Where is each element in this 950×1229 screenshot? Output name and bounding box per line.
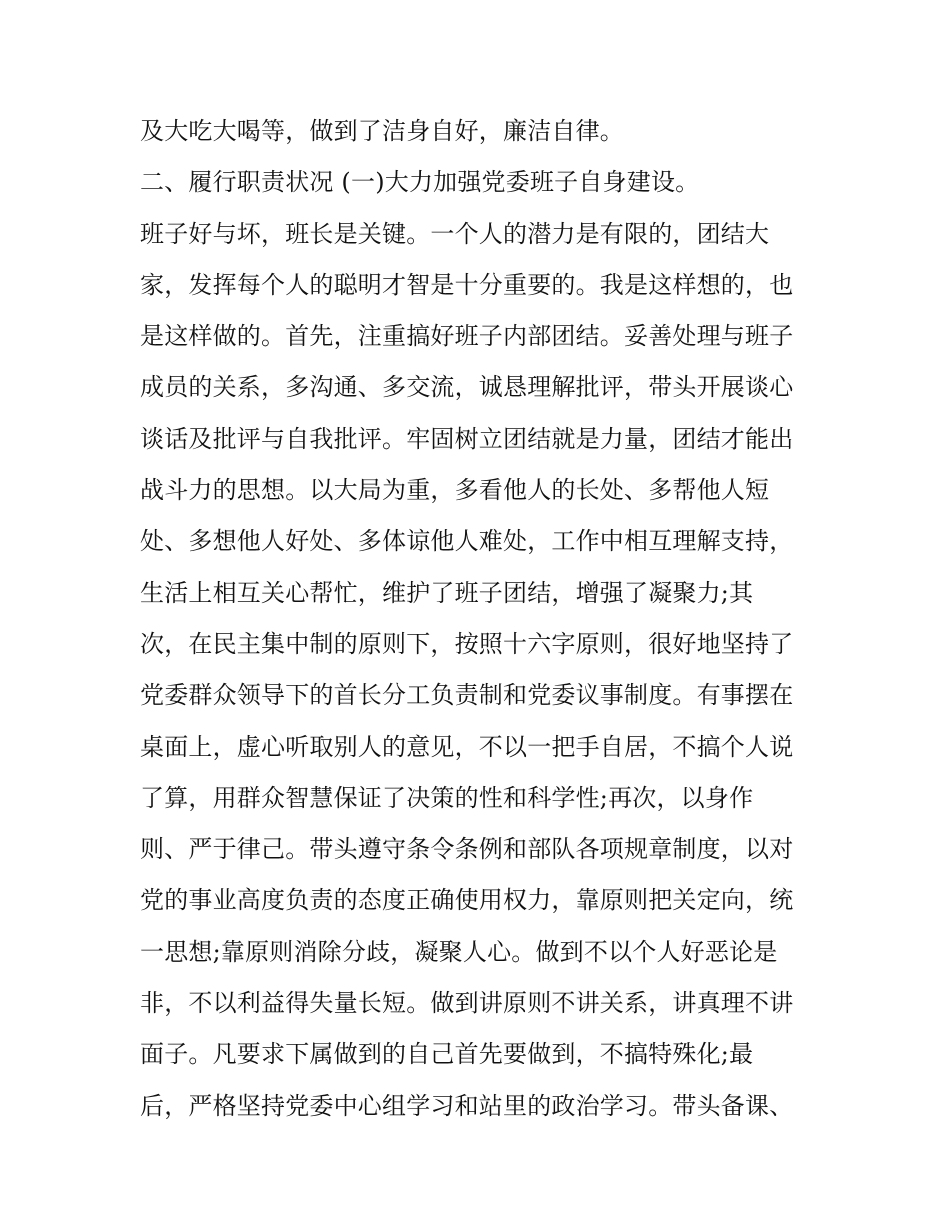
text-line: 谈话及批评与自我批评。牢固树立团结就是力量，团结才能出 xyxy=(140,424,794,453)
text-line: 是这样做的。首先，注重搞好班子内部团结。妥善处理与班子 xyxy=(140,322,794,351)
body-text xyxy=(140,106,820,1132)
text-line: 家，发挥每个人的聪明才智是十分重要的。我是这样想的，也 xyxy=(140,270,794,299)
text-line: 及大吃大喝等，做到了洁身自好，廉洁自律。 xyxy=(140,117,624,145)
text-line: 班子好与坏，班长是关键。一个人的潜力是有限的，团结大 xyxy=(140,219,770,248)
text-line: 处、多想他人好处、多体谅他人难处，工作中相互理解支持， xyxy=(140,527,794,556)
text-line: 成员的关系，多沟通、多交流，诚恳理解批评，带头开展谈心 xyxy=(140,373,794,402)
text-line: 战斗力的思想。以大局为重，多看他人的长处、多帮他人短 xyxy=(140,476,770,505)
text-line: 次，在民主集中制的原则下，按照十六字原则，很好地坚持了 xyxy=(140,629,794,658)
text-line: 则、严于律己。带头遵守条令条例和部队各项规章制度，以对 xyxy=(140,835,794,864)
text-line: 桌面上，虚心听取别人的意见，不以一把手自居，不搞个人说 xyxy=(140,732,794,761)
text-line: 后，严格坚持党委中心组学习和站里的政治学习。带头备课、 xyxy=(140,1091,794,1120)
text-line: 一思想;靠原则消除分歧，凝聚人心。做到不以个人好恶论是 xyxy=(140,937,778,966)
section-heading: 二、履行职责状况 (一)大力加强党委班子自身建设。 xyxy=(140,168,700,197)
text-line: 非，不以利益得失量长短。做到讲原则不讲关系，讲真理不讲 xyxy=(140,989,794,1018)
text-line: 党的事业高度负责的态度正确使用权力，靠原则把关定向，统 xyxy=(140,886,794,915)
text-line: 生活上相互关心帮忙，维护了班子团结，增强了凝聚力;其 xyxy=(140,578,754,607)
text-line: 面子。凡要求下属做到的自己首先要做到，不搞特殊化;最 xyxy=(140,1040,754,1069)
text-line: 党委群众领导下的首长分工负责制和党委议事制度。有事摆在 xyxy=(140,681,794,710)
text-line: 了算，用群众智慧保证了决策的性和科学性;再次，以身作 xyxy=(140,783,754,812)
